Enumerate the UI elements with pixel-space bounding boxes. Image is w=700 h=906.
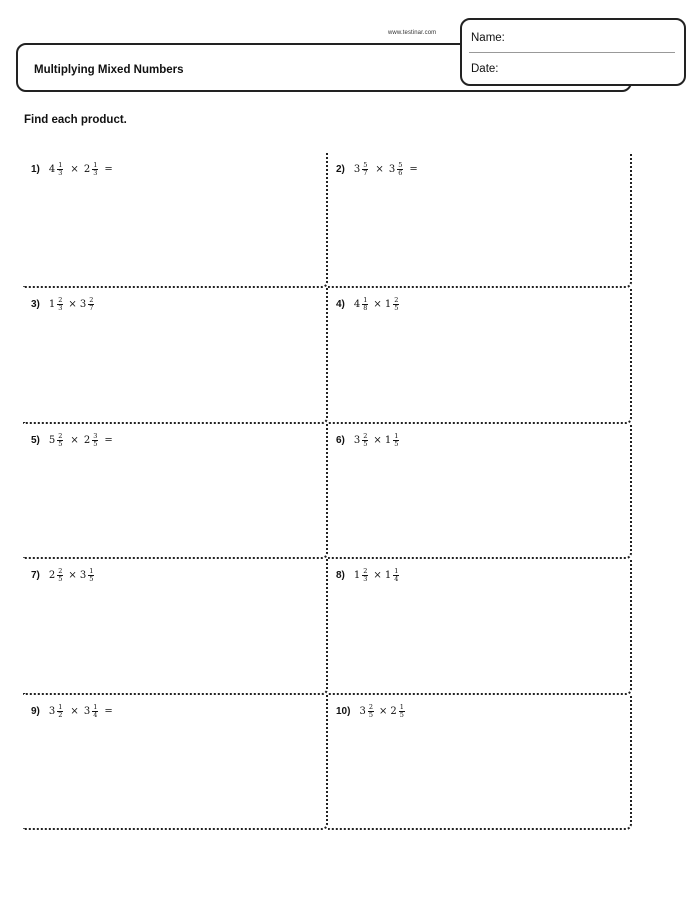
problem-cell-3	[23, 288, 328, 423]
worksheet-title: Multiplying Mixed Numbers	[34, 64, 184, 76]
problem-expression	[31, 162, 113, 177]
first-numerator: 5	[363, 161, 368, 169]
multiply-sign: ×	[373, 299, 382, 311]
first-numerator: 2	[363, 431, 368, 440]
problem-cell-7	[23, 559, 328, 694]
equals-sign: =	[104, 705, 113, 717]
first-whole: 2	[48, 570, 56, 582]
second-numerator: 1	[394, 431, 399, 440]
date-label: Date:	[471, 63, 499, 75]
first-numerator: 2	[58, 296, 63, 305]
second-denominator: 4	[394, 575, 399, 584]
second-denominator: 4	[93, 710, 98, 719]
second-numerator: 1	[394, 567, 399, 576]
name-label: Name:	[471, 32, 505, 44]
first-whole: 5	[48, 434, 56, 446]
second-whole: 2	[83, 164, 91, 175]
second-whole: 3	[79, 299, 87, 311]
first-whole: 4	[353, 299, 361, 311]
instructions: Find each product.	[24, 114, 127, 126]
multiply-sign: ×	[70, 705, 79, 717]
second-whole: 3	[83, 705, 91, 717]
multiply-sign: ×	[70, 164, 79, 175]
problem-cell-6	[328, 424, 632, 559]
first-denominator: 7	[363, 169, 368, 177]
problem-number: 4)	[336, 299, 345, 311]
second-denominator: 5	[394, 439, 399, 448]
second-denominator: 5	[89, 575, 94, 584]
first-fraction	[57, 297, 63, 312]
second-whole: 1	[384, 434, 392, 446]
problem-cell-8	[328, 559, 632, 694]
problem-expression	[336, 297, 401, 312]
first-fraction	[362, 433, 368, 448]
first-numerator: 2	[368, 702, 373, 711]
first-denominator: 3	[363, 575, 368, 584]
second-fraction	[393, 568, 399, 583]
first-whole: 3	[353, 434, 361, 446]
problem-number: 9)	[31, 705, 40, 717]
second-numerator: 1	[399, 702, 404, 711]
problem-expression	[31, 297, 96, 312]
first-denominator: 5	[58, 439, 63, 448]
second-whole: 2	[390, 705, 397, 717]
second-denominator: 5	[93, 439, 98, 448]
problem-expression	[336, 568, 401, 583]
equals-sign: =	[409, 164, 418, 175]
problem-number: 2)	[336, 164, 345, 175]
second-denominator: 5	[394, 304, 399, 313]
problem-cell-2	[328, 153, 632, 288]
problem-expression	[336, 704, 407, 719]
first-denominator: 3	[58, 169, 63, 177]
first-fraction	[57, 433, 63, 448]
equals-sign: =	[104, 164, 113, 175]
second-numerator: 5	[398, 161, 403, 169]
multiply-sign: ×	[373, 434, 382, 446]
first-numerator: 2	[58, 567, 63, 576]
second-fraction	[399, 704, 405, 719]
second-fraction	[397, 162, 403, 177]
second-fraction	[92, 162, 98, 177]
second-whole: 2	[83, 434, 91, 446]
second-numerator: 1	[93, 161, 98, 169]
first-fraction	[362, 297, 368, 312]
multiply-sign: ×	[373, 570, 382, 582]
problem-cell-1	[23, 153, 328, 288]
multiply-sign: ×	[68, 299, 77, 311]
first-whole: 3	[359, 705, 366, 717]
first-fraction	[368, 704, 374, 719]
first-fraction	[57, 568, 63, 583]
second-fraction	[92, 704, 98, 719]
equals-sign: =	[104, 434, 113, 446]
first-whole: 1	[353, 570, 361, 582]
first-whole: 1	[48, 299, 56, 311]
second-whole: 3	[79, 570, 87, 582]
problem-cell-9	[23, 695, 328, 830]
first-numerator: 1	[363, 296, 368, 305]
problem-number: 3)	[31, 299, 40, 311]
second-denominator: 7	[89, 304, 94, 313]
first-numerator: 1	[58, 161, 63, 169]
multiply-sign: ×	[378, 705, 388, 717]
second-fraction	[88, 297, 94, 312]
first-numerator: 2	[363, 567, 368, 576]
first-fraction	[362, 162, 368, 177]
problem-expression	[336, 162, 418, 177]
problem-grid	[23, 153, 632, 830]
problem-number: 7)	[31, 570, 40, 582]
problem-expression	[336, 433, 401, 448]
second-fraction	[393, 297, 399, 312]
problem-cell-10	[328, 695, 632, 830]
first-fraction	[362, 568, 368, 583]
second-whole: 1	[384, 570, 392, 582]
first-denominator: 2	[58, 710, 63, 719]
name-date-box	[460, 18, 686, 86]
problem-cell-5	[23, 424, 328, 559]
problem-number: 5)	[31, 434, 40, 446]
second-denominator: 3	[93, 169, 98, 177]
problem-number: 10)	[336, 705, 351, 717]
first-denominator: 5	[58, 575, 63, 584]
first-numerator: 1	[58, 702, 63, 711]
second-fraction	[92, 433, 98, 448]
second-whole: 3	[388, 164, 396, 175]
second-numerator: 1	[93, 702, 98, 711]
first-fraction	[57, 704, 63, 719]
first-numerator: 2	[58, 431, 63, 440]
second-numerator: 2	[89, 296, 94, 305]
problem-cell-4	[328, 288, 632, 423]
second-denominator: 6	[398, 169, 403, 177]
second-numerator: 1	[89, 567, 94, 576]
second-denominator: 5	[399, 710, 404, 719]
problem-number: 1)	[31, 164, 40, 175]
first-fraction	[57, 162, 63, 177]
first-denominator: 5	[368, 710, 373, 719]
multiply-sign: ×	[375, 164, 384, 175]
second-fraction	[393, 433, 399, 448]
second-numerator: 3	[93, 431, 98, 440]
second-fraction	[88, 568, 94, 583]
multiply-sign: ×	[68, 570, 77, 582]
multiply-sign: ×	[70, 434, 79, 446]
first-denominator: 5	[363, 439, 368, 448]
second-numerator: 2	[394, 296, 399, 305]
first-whole: 3	[353, 164, 361, 175]
first-denominator: 3	[58, 304, 63, 313]
name-divider	[469, 52, 675, 53]
first-whole: 4	[48, 164, 56, 175]
problem-expression	[31, 704, 113, 719]
first-whole: 3	[48, 705, 56, 717]
problem-expression	[31, 568, 96, 583]
problem-number: 6)	[336, 434, 345, 446]
website-url: www.testinar.com	[388, 30, 437, 36]
problem-expression	[31, 433, 113, 448]
second-whole: 1	[384, 299, 392, 311]
first-denominator: 8	[363, 304, 368, 313]
problem-number: 8)	[336, 570, 345, 582]
